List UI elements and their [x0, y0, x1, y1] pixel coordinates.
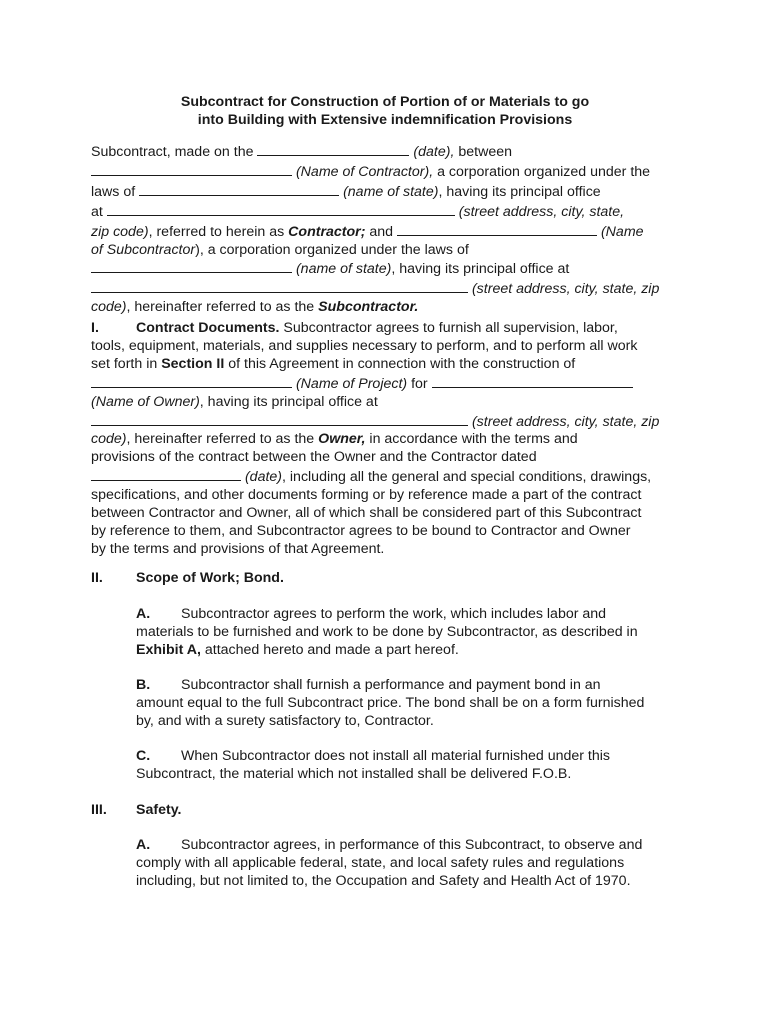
intro-referred-herein: , referred to herein as	[148, 223, 285, 240]
section-3-a-label: A.	[136, 837, 151, 853]
section-2-a-line-3: attached hereto and made a part hereof.	[204, 641, 459, 658]
title-line-2: into Building with Extensive indemnification Provisions	[197, 111, 573, 128]
section-1-having-office: , having its principal office at	[199, 393, 378, 410]
intro-and: and	[369, 223, 394, 240]
owner-name-blank[interactable]	[432, 374, 633, 388]
section-2-c	[136, 748, 681, 784]
section-1	[91, 320, 681, 559]
intro-street-address: (street address, city, state,	[458, 203, 625, 220]
intro-laws-of: laws of	[91, 183, 136, 200]
section-2-a	[136, 606, 681, 660]
section-1-specs: specifications, and other documents forming or by reference made a part of the contract	[91, 487, 642, 504]
section-1-date: (date)	[244, 469, 283, 486]
intro-corp-org: a corporation organized under the	[437, 163, 651, 180]
intro-having-office: , having its principal office	[438, 183, 601, 200]
section-2-header	[91, 570, 681, 588]
section-3-a-line-1: Subcontractor agrees, in performance of this Subcontract, to observe and	[181, 837, 643, 853]
section-2-heading: Scope of Work; Bond.	[136, 570, 284, 586]
contract-date-blank[interactable]	[91, 467, 241, 481]
section-3-a	[136, 837, 681, 891]
intro-having-office-2: , having its principal office at	[391, 261, 570, 278]
owner-address-blank[interactable]	[91, 412, 468, 426]
section-2-b-line-2: amount equal to the full Subcontract price. The bond shall be on a form furnished	[136, 694, 645, 711]
intro-code-close: code)	[91, 299, 127, 316]
intro-corp-org-laws: ), a corporation organized under the laws of	[195, 241, 469, 258]
section-1-line-1: Subcontractor agrees to furnish all supervision, labor,	[283, 320, 618, 336]
section-1-between: between Contractor and Owner, all of which shall be considered part of this Subcontract	[91, 505, 642, 522]
section-3-heading: Safety.	[136, 802, 182, 818]
intro-subcontractor-term: Subcontractor.	[318, 299, 419, 316]
section-1-name-of-project: (Name of Project)	[295, 375, 408, 392]
section-2-a-exhibit: Exhibit A,	[136, 641, 201, 658]
project-name-blank[interactable]	[91, 374, 292, 388]
section-1-name-of-owner: (Name of Owner)	[91, 393, 200, 410]
section-2-a-line-1: Subcontractor agrees to perform the work, which includes labor and	[181, 606, 607, 622]
section-1-owner-term: Owner,	[318, 431, 366, 448]
document-title	[0, 94, 770, 129]
section-1-code-close: code)	[91, 431, 127, 448]
section-1-hereinafter: , hereinafter referred to as the	[126, 431, 315, 448]
intro-street-address-2: (street address, city, state, zip	[471, 281, 660, 298]
state-blank[interactable]	[139, 182, 339, 196]
address-blank-2[interactable]	[91, 279, 468, 293]
section-2-a-line-2: materials to be furnished and work to be done by Subcontractor, as described in	[136, 623, 638, 640]
section-1-section-ref: Section II	[161, 355, 225, 372]
section-1-line-3b: of this Agreement in connection with the construction of	[228, 355, 576, 372]
intro-name-of-state-2: (name of state)	[295, 261, 392, 278]
section-1-line-3a: set forth in	[91, 355, 158, 372]
section-1-terms: by the terms and provisions of that Agreement.	[91, 540, 385, 557]
section-2-number: II.	[91, 570, 103, 586]
section-2-c-line-1: When Subcontractor does not install all material furnished under this	[181, 748, 611, 764]
intro-of-subcontractor: of Subcontractor	[91, 241, 196, 258]
section-2-a-label: A.	[136, 606, 151, 622]
intro-hereinafter: , hereinafter referred to as the	[126, 299, 315, 316]
section-2-b-line-1: Subcontractor shall furnish a performance and payment bond in an	[181, 677, 601, 693]
section-3-number: III.	[91, 802, 107, 818]
intro-name-of-state: (name of state)	[343, 183, 439, 200]
section-3-a-line-2: comply with all applicable federal, state, and local safety rules and regulations	[136, 854, 625, 871]
date-blank[interactable]	[257, 142, 409, 156]
intro-paragraph	[91, 142, 681, 317]
address-blank[interactable]	[107, 202, 455, 216]
section-3-header	[91, 802, 681, 820]
intro-date-label: (date),	[413, 144, 455, 160]
intro-contractor-term: Contractor;	[288, 223, 366, 240]
section-1-line-2: tools, equipment, materials, and supplies necessary to perform, and to perform all work	[91, 337, 638, 354]
section-3-a-line-3: including, but not limited to, the Occupation and Safety and Health Act of 1970.	[136, 872, 631, 889]
section-1-for: for	[411, 375, 428, 392]
section-2-b-line-3: by, and with a surety satisfactory to, Contractor.	[136, 712, 434, 729]
section-1-reference: by reference to them, and Subcontractor agrees to be bound to Contractor and Owner	[91, 522, 631, 539]
section-1-street-address: (street address, city, state, zip	[471, 413, 660, 430]
subcontractor-name-blank[interactable]	[397, 222, 597, 236]
section-2-c-label: C.	[136, 748, 151, 764]
section-1-number: I.	[91, 320, 99, 336]
intro-name-open: (Name	[600, 223, 644, 240]
section-1-heading: Contract Documents.	[136, 320, 280, 336]
section-1-accordance: in accordance with the terms and	[369, 431, 578, 448]
section-1-including: , including all the general and special conditions, drawings,	[282, 469, 652, 486]
section-2-c-line-2: Subcontract, the material which not installed shall be delivered F.O.B.	[136, 765, 572, 782]
intro-between: between	[458, 144, 512, 160]
section-2-b	[136, 677, 681, 731]
contractor-name-blank[interactable]	[91, 162, 292, 176]
intro-zip-code: zip code)	[91, 223, 149, 240]
section-1-provisions: provisions of the contract between the Owner and the Contractor dated	[91, 449, 537, 466]
state-blank-2[interactable]	[91, 259, 292, 273]
intro-at: at	[91, 203, 103, 220]
title-line-1: Subcontract for Construction of Portion of or Materials to go	[180, 94, 590, 110]
intro-made-on: Subcontract, made on the	[91, 144, 254, 160]
intro-name-of-contractor: (Name of Contractor),	[295, 163, 434, 180]
section-2-b-label: B.	[136, 677, 151, 693]
